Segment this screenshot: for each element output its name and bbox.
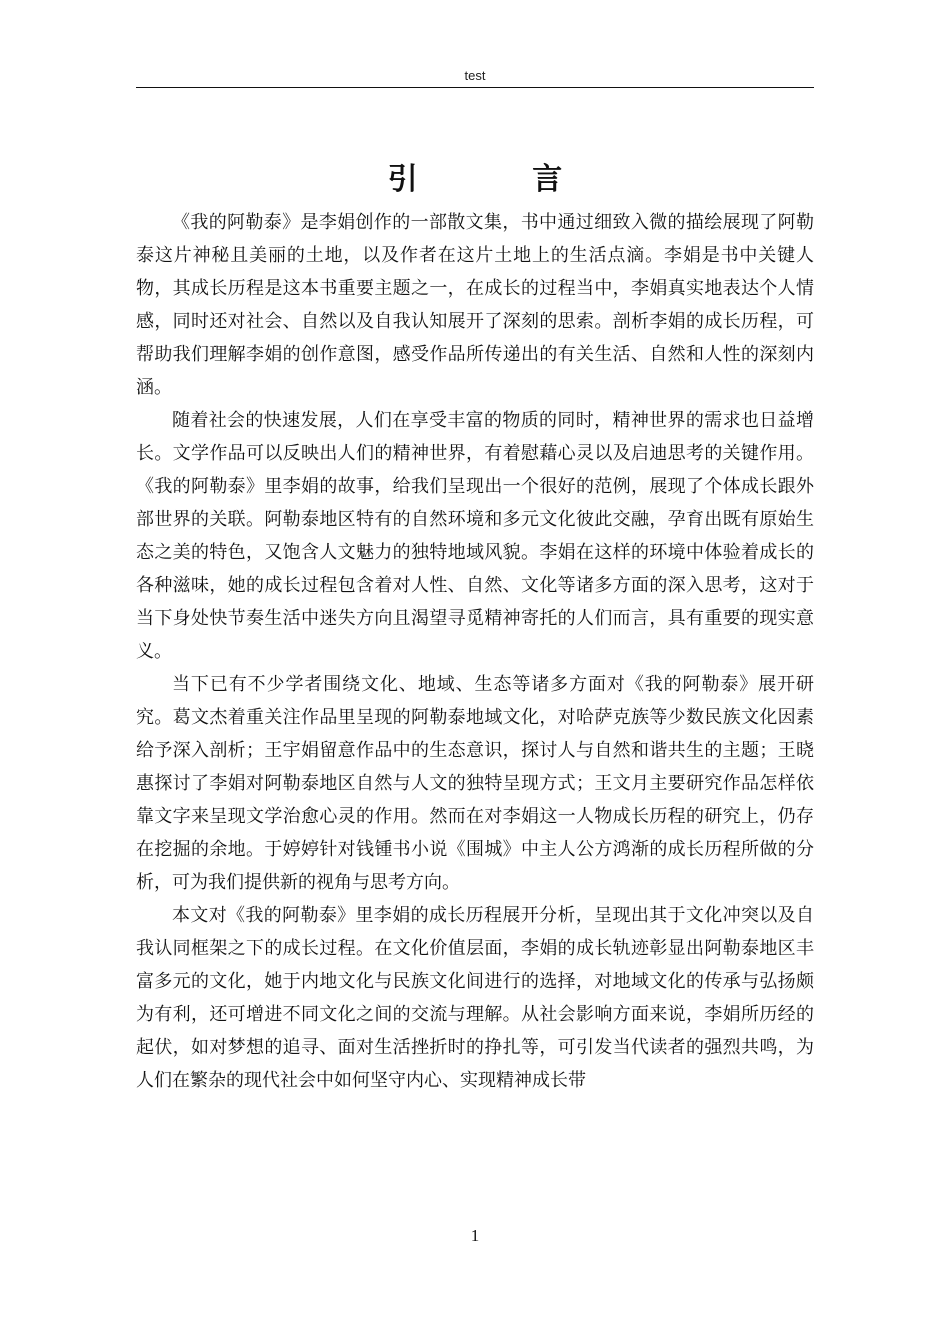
paragraph-3: 当下已有不少学者围绕文化、地域、生态等诸多方面对《我的阿勒泰》展开研究。葛文杰着重关注作品里呈现的阿勒泰地域文化，对哈萨克族等少数民族文化因素给予深入剖析；王宇娟留意作品中的生态意识，探讨人与自然和谐共生的主题；王晓惠探讨了李娟对阿勒泰地区自然与人文的独特呈现方式；王文月主要研究作品怎样依靠文字来呈现文学治愈心灵的作用。然而在对李娟这一人物成长历程的研究上，仍存在挖掘的余地。于婷婷针对钱锺书小说《围城》中主人公方鸿渐的成长历程所做的分析，可为我们提供新的视角与思考方向。 xyxy=(136,674,814,893)
paragraph-1: 《我的阿勒泰》是李娟创作的一部散文集，书中通过细致入微的描绘展现了阿勒泰这片神秘且美丽的土地，以及作者在这片土地上的生活点滴。李娟是书中关键人物，其成长历程是这本书重要主题之一，在成长的过程当中，李娟真实地表达个人情感，同时还对社会、自然以及自我认知展开了深刻的思索。剖析李娟的成长历程，可帮助我们理解李娟的创作意图，感受作品所传递出的有关生活、自然和人性的深刻内涵。 xyxy=(136,212,814,398)
paragraph-4: 本文对《我的阿勒泰》里李娟的成长历程展开分析，呈现出其于文化冲突以及自我认同框架之下的成长过程。在文化价值层面，李娟的成长轨迹彰显出阿勒泰地区丰富多元的文化，她于内地文化与民族文化间进行的选择，对地域文化的传承与弘扬颇为有利，还可增进不同文化之间的交流与理解。从社会影响方面来说，李娟所历经的起伏，如对梦想的追寻、面对生活挫折时的挣扎等，可引发当代读者的强烈共鸣，为人们在繁杂的现代社会中如何坚守内心、实现精神成长带 xyxy=(136,905,814,1091)
page-number: 1 xyxy=(470,1226,480,1245)
section-title: 引 言 xyxy=(387,162,615,198)
page-header: test xyxy=(464,68,486,83)
paragraph-2: 随着社会的快速发展，人们在享受丰富的物质的同时，精神世界的需求也日益增长。文学作品可以反映出人们的精神世界，有着慰藉心灵以及启迪思考的关键作用。《我的阿勒泰》里李娟的故事，给我们呈现出一个很好的范例，展现了个体成长跟外部世界的关联。阿勒泰地区特有的自然环境和多元文化彼此交融，孕育出既有原始生态之美的特色，又饱含人文魅力的独特地域风貌。李娟在这样的环境中体验着成长的各种滋味，她的成长过程包含着对人性、自然、文化等诸多方面的深入思考，这对于当下身处快节奏生活中迷失方向且渴望寻觅精神寄托的人们而言，具有重要的现实意义。 xyxy=(136,410,814,662)
header-divider xyxy=(136,87,814,88)
document-body xyxy=(136,206,814,1097)
